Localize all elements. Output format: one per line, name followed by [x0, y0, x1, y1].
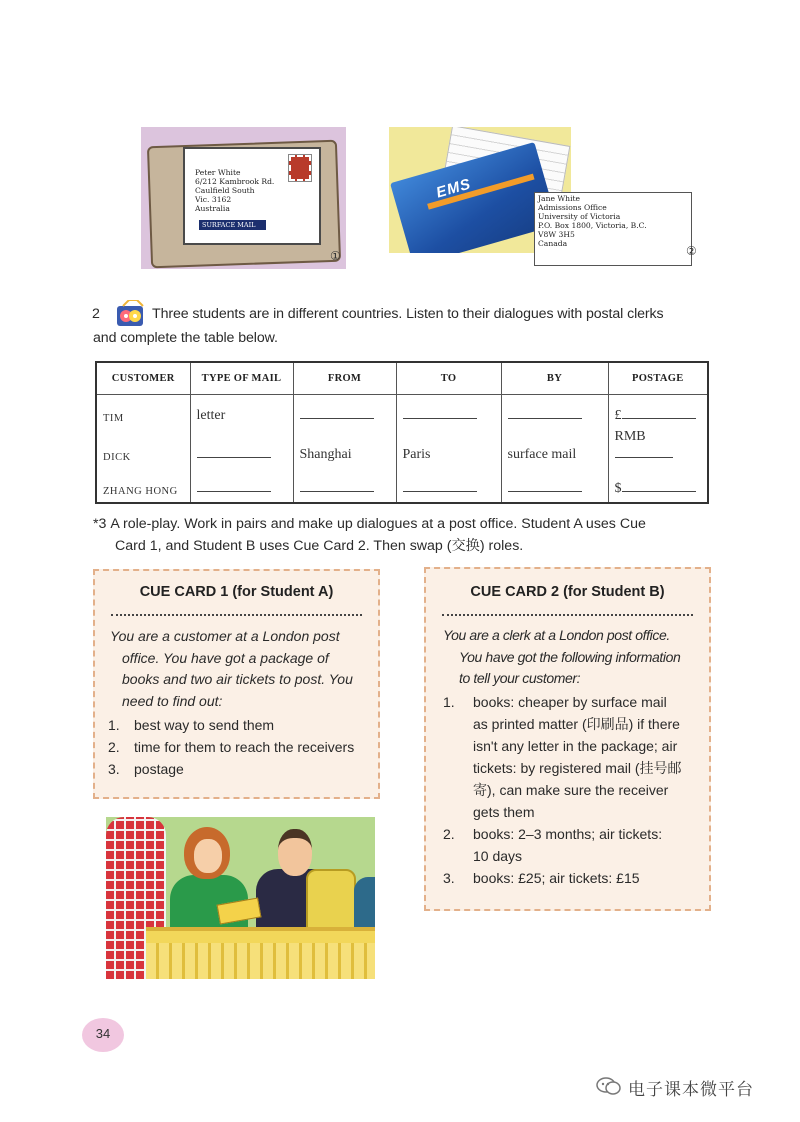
to-blank[interactable]	[396, 468, 501, 503]
ems-postcode: V8W 3H5	[538, 230, 575, 239]
col-header: TO	[396, 362, 501, 395]
cue-card-1-intro: You are a customer at a London post office. You have got a package of books and two air tickets to post. You need to find out:	[110, 628, 353, 709]
col-header: CUSTOMER	[96, 362, 190, 395]
cue-card-1	[93, 569, 380, 799]
postage-cell[interactable]: £	[608, 395, 708, 430]
parcel-name: Peter White	[195, 168, 241, 177]
list-item: 1. books: cheaper by surface mail as printed matter (印刷品) if there isn't any letter in the package; air tickets: by registered mail (挂号邮 寄), can make sure the receiver gets them	[443, 694, 682, 820]
post-office-scene-illustration	[106, 817, 375, 979]
to-blank[interactable]	[396, 395, 501, 430]
watermark-text: 电子课本微平台	[628, 1080, 754, 1099]
exercise-3-instructions	[93, 513, 713, 557]
exercise-3-line1: A role-play. Work in pairs and make up dialogues at a post office. Student A uses Cue	[110, 516, 646, 532]
col-header: BY	[501, 362, 608, 395]
by-cell: surface mail	[501, 429, 608, 468]
list-item: 3. postage	[108, 761, 184, 777]
cue-card-1-title: CUE CARD 1 (for Student A)	[139, 584, 334, 600]
cue-card-2-list	[443, 691, 705, 889]
list-item: 3. books: £25; air tickets: £15	[443, 870, 640, 886]
customer-cell: TIM	[96, 395, 190, 430]
table-header-row	[96, 362, 708, 395]
exercise-2-line1: Three students are in different countries. Listen to their dialogues with postal clerks	[152, 306, 664, 322]
title-divider	[111, 614, 362, 616]
ems-university: University of Victoria	[538, 212, 621, 221]
table-row	[96, 395, 708, 430]
col-header: POSTAGE	[608, 362, 708, 395]
ems-name: Jane White	[538, 194, 581, 203]
cue-card-1-list	[108, 714, 373, 780]
col-header: FROM	[293, 362, 396, 395]
parcel-country: Australia	[195, 204, 230, 213]
ems-office: Admissions Office	[538, 203, 607, 212]
type-blank[interactable]	[190, 429, 293, 468]
postage-stamp-icon	[289, 155, 311, 181]
by-blank[interactable]	[501, 395, 608, 430]
parcel-street: 6/212 Kambrook Rd.	[195, 177, 275, 186]
cue-card-2	[424, 567, 711, 911]
from-blank[interactable]	[293, 468, 396, 503]
customer-cell: DICK	[96, 429, 190, 468]
ems-country: Canada	[538, 239, 568, 248]
type-cell: letter	[190, 395, 293, 430]
surface-mail-tag: SURFACE MAIL	[199, 220, 266, 230]
student-head	[278, 829, 312, 876]
figure-number-1: ①	[330, 249, 341, 263]
ems-box: P.O. Box 1800, Victoria, B.C.	[538, 221, 647, 230]
postal-table	[95, 361, 709, 504]
customer-cell: ZHANG HONG	[96, 468, 190, 503]
table-row	[96, 429, 708, 468]
ems-logo: EMS	[434, 175, 474, 202]
exercise-2-line2: and complete the table below.	[93, 330, 278, 346]
parcel-suburb: Caulfield South	[195, 186, 255, 195]
parcel-state: Vic. 3162	[195, 195, 232, 204]
from-cell: Shanghai	[293, 429, 396, 468]
list-item: 2. time for them to reach the receivers	[108, 739, 355, 755]
list-item: 2. books: 2–3 months; air tickets: 10 days	[443, 826, 663, 864]
to-cell: Paris	[396, 429, 501, 468]
exercise-3-line2: Card 1, and Student B uses Cue Card 2. Then swap (交换) roles.	[115, 538, 524, 554]
cue-card-2-title: CUE CARD 2 (for Student B)	[470, 584, 665, 600]
listening-cd-icon	[115, 300, 147, 328]
table-row	[96, 468, 708, 503]
col-header: TYPE OF MAIL	[190, 362, 293, 395]
cue-card-2-intro: You are a clerk at a London post office. You have got the following information to tell your customer:	[443, 627, 681, 686]
postage-cell[interactable]: RMB	[608, 429, 708, 468]
page-number: 34	[95, 1026, 111, 1041]
figure-number-2: ②	[686, 244, 697, 258]
exercise-2-number: 2	[92, 306, 100, 322]
postage-cell[interactable]: $	[608, 468, 708, 503]
counter-rail	[146, 943, 375, 979]
by-blank[interactable]	[501, 468, 608, 503]
title-divider	[442, 614, 693, 616]
parcel-illustration	[141, 127, 346, 269]
type-blank[interactable]	[190, 468, 293, 503]
clerk-face	[194, 839, 222, 873]
from-blank[interactable]	[293, 395, 396, 430]
exercise-3-number: *3	[93, 516, 107, 532]
wechat-icon	[596, 1076, 622, 1096]
ems-envelope	[390, 142, 558, 253]
ems-address-label	[534, 192, 692, 266]
list-item: 1. best way to send them	[108, 717, 275, 733]
